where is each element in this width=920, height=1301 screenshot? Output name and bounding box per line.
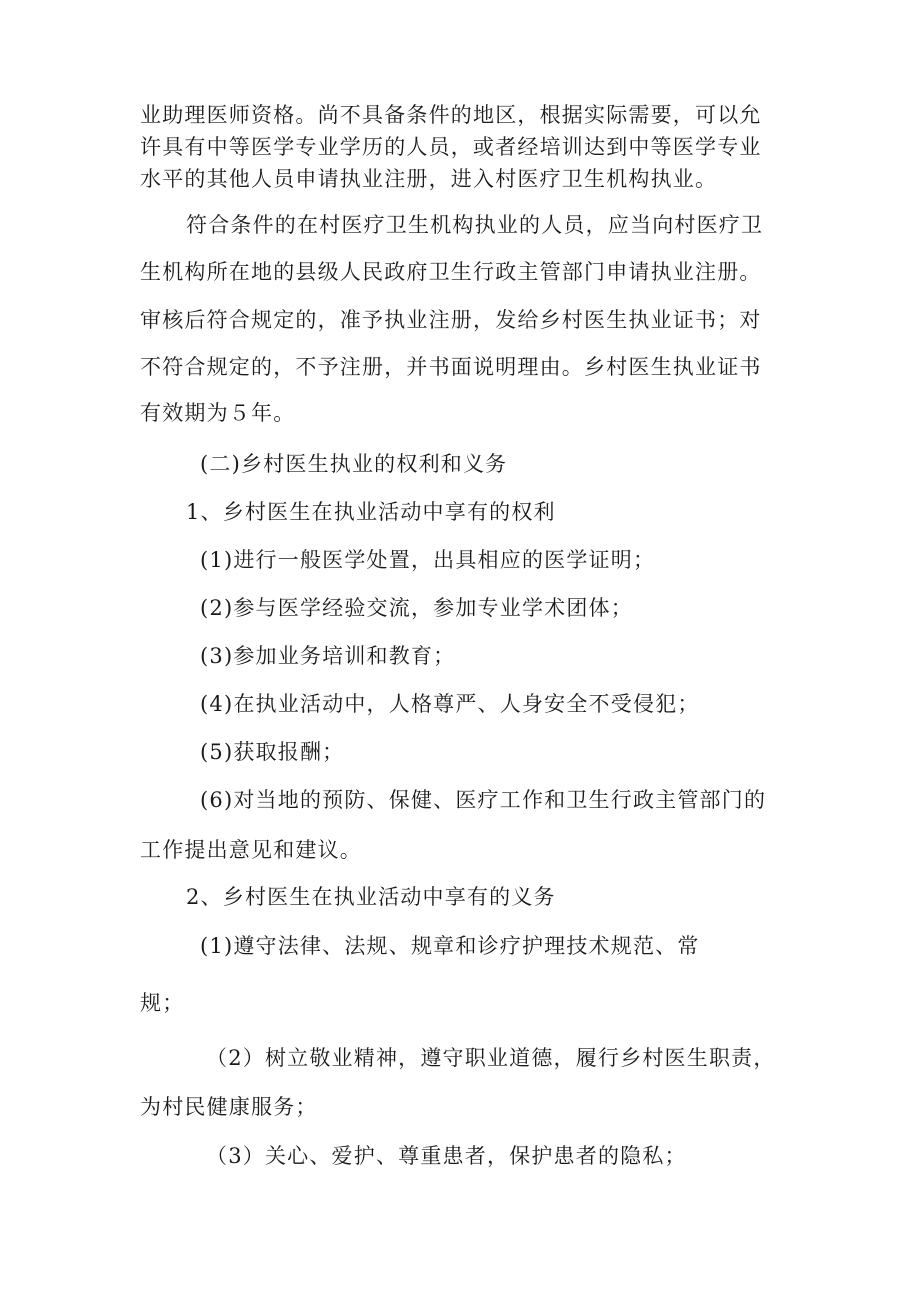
paragraph-1-line-2: 许具有中等医学专业学历的人员，或者经培训达到中等医学专业 <box>140 135 762 159</box>
paragraph-2-line-4: 不符合规定的，不予注册，并书面说明理由。乡村医生执业证书 <box>140 355 762 379</box>
rights-item-1: (1)进行一般医学处置，出具相应的医学证明； <box>200 548 656 572</box>
paragraph-2-line-2: 生机构所在地的县级人民政府卫生行政主管部门申请执业注册。 <box>140 260 762 284</box>
paragraph-2-line-1: 符合条件的在村医疗卫生机构执业的人员，应当向村医疗卫 <box>186 213 764 237</box>
paragraph-1-line-1: 业助理医师资格。尚不具备条件的地区，根据实际需要，可以允 <box>140 103 762 127</box>
rights-item-2: (2)参与医学经验交流，参加专业学术团体； <box>200 596 633 620</box>
rights-heading: 1、乡村医生在执业活动中享有的权利 <box>186 500 556 524</box>
duties-item-1-cont: 规； <box>140 991 185 1015</box>
rights-item-3: (3)参加业务培训和教育； <box>200 644 456 668</box>
duties-item-2-cont: 为村民健康服务； <box>140 1095 318 1119</box>
paragraph-2-line-3: 审核后符合规定的，准予执业注册，发给乡村医生执业证书；对 <box>140 308 762 332</box>
rights-item-4: (4)在执业活动中，人格尊严、人身安全不受侵犯； <box>200 692 700 716</box>
duties-item-1: (1)遵守法律、法规、规章和诊疗护理技术规范、常 <box>200 934 700 958</box>
rights-item-6: (6)对当地的预防、保健、医疗工作和卫生行政主管部门的 <box>200 788 767 812</box>
rights-item-6-cont: 工作提出意见和建议。 <box>140 838 362 862</box>
paragraph-2-line-5: 有效期为５年。 <box>140 401 296 425</box>
section-heading: (二)乡村医生执业的权利和义务 <box>200 452 508 476</box>
duties-item-3: （3）关心、爱护、尊重患者，保护患者的隐私； <box>206 1144 687 1168</box>
paragraph-1-line-3: 水平的其他人员申请执业注册，进入村医疗卫生机构执业。 <box>140 167 718 191</box>
duties-item-2: （2）树立敬业精神，遵守职业道德，履行乡村医生职责， <box>206 1046 776 1070</box>
duties-heading: 2、乡村医生在执业活动中享有的义务 <box>186 885 556 909</box>
rights-item-5: (5)获取报酬； <box>200 740 345 764</box>
